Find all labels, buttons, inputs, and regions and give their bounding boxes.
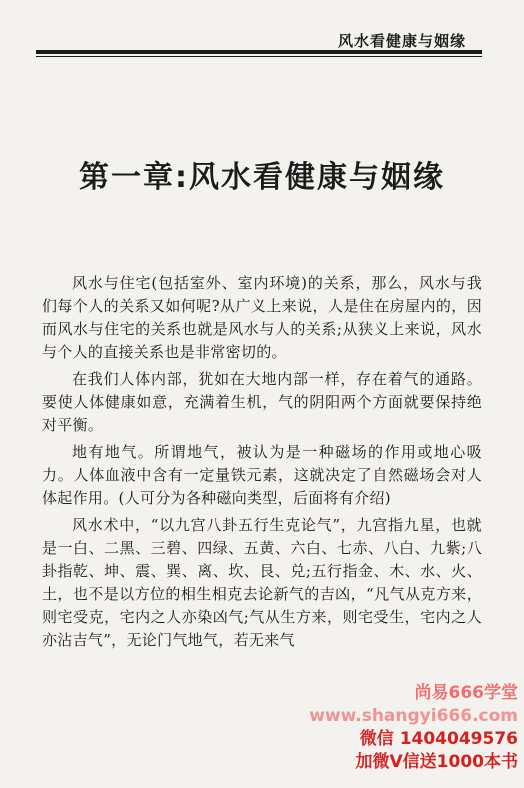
- watermark-line: 尚易666学堂: [414, 683, 518, 703]
- watermark: [309, 682, 518, 774]
- header-rule-thin: [36, 56, 482, 57]
- watermark-line: www.shangyi666.com: [309, 706, 518, 726]
- paragraph: 风水术中，“以九宫八卦五行生克论气”，九宫指九星，也就是一白、二黑、三碧、四绿、五黄、六白、七赤、八白、九紫;八卦指乾、坤、震、巽、离、坎、艮、兑;五行指金、木、水、火、土，也不是以方位的相生相克去论新气的吉凶，“凡气从克方来，则宅受克，宅内之人亦染凶气;气从生方来，则宅受生，宅内之人亦沾吉气”，无论门气地气，若无来气: [42, 516, 482, 649]
- chapter-title: 第一章:风水看健康与姻缘: [79, 160, 445, 195]
- paragraph: 地有地气。所谓地气，被认为是一种磁场的作用或地心吸力。人体血液中含有一定量铁元素，这就决定了自然磁场会对人体起作用。(人可分为各种磁向类型，后面将有介绍): [42, 443, 482, 507]
- header-rule: [36, 50, 482, 54]
- paragraph: 在我们人体内部，犹如在大地内部一样，存在着气的通路。要使人体健康如意，充满着生机，气的阴阳两个方面就要保持绝对平衡。: [42, 370, 482, 434]
- running-head: 风水看健康与姻缘: [337, 32, 466, 50]
- watermark-line: 微信 1404049576: [359, 729, 518, 749]
- watermark-line: 加微V信送1000本书: [355, 752, 518, 772]
- body-text: [42, 272, 482, 656]
- paragraph: 风水与住宅(包括室外、室内环境)的关系，那么，风水与我们每个人的关系又如何呢?从广义上来说，人是住在房屋内的，因而风水与住宅的关系也就是风水与人的关系;从狭义上来说，风水与个人的直接关系也是非常密切的。: [42, 274, 482, 361]
